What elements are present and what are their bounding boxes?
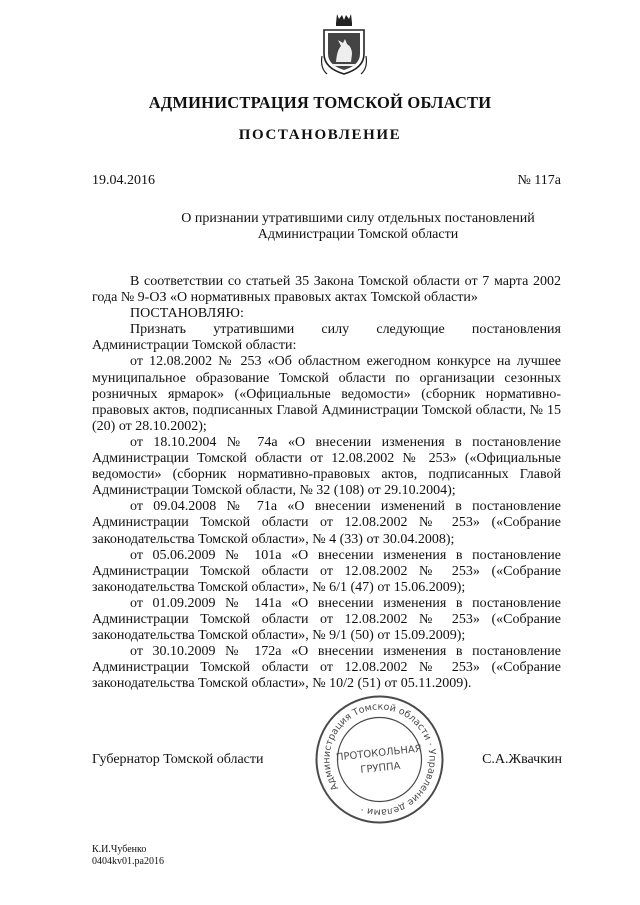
document-subject [0,211,640,243]
subject-line: Администрации Томской области [257,227,459,242]
list-item: от 12.08.2002 № 253 «Об областном ежегодном конкурсе на лучшее муниципальное образование Томской области по организации сезонных розничных ярмарок» («Официальные ведомости» (сборник нормативно-правовых актов, подписанных Главой Администрации Томской области, № 15 (20) от 28.10.2002); [92,354,561,434]
footer-info [92,844,164,868]
seal-ring-text: Администрация Томской области · Управление делами · [321,701,438,818]
document-number: № 117а [517,173,561,188]
list-item: от 05.06.2009 № 101а «О внесении изменения в постановление Администрации Томской области от 12.08.2002 № 253» («Собрание законодательства Томской области», № 6/1 (47) от 15.06.2009); [92,547,561,595]
list-item: от 30.10.2009 № 172а «О внесении изменения в постановление Администрации Томской области от 12.08.2002 № 253» («Собрание законодательства Томской области», № 10/2 (51) от 05.11.2009). [92,644,561,692]
list-item: от 01.09.2009 № 141а «О внесении изменения в постановление Администрации Томской области от 12.08.2002 № 253» («Собрание законодательства Томской области», № 9/1 (50) от 15.09.2009); [92,595,561,644]
decree-word: ПОСТАНОВЛЯЮ: [130,306,244,322]
document-date: 19.04.2016 [92,173,155,188]
official-seal-stamp [313,693,446,826]
seal-center-line: ПРОТОКОЛЬНАЯ [335,743,423,764]
list-item: от 09.04.2008 № 71а «О внесении изменений в постановление Администрации Томской области от 12.08.2002 № 253» («Собрание законодательства Томской области», № 4 (33) от 30.04.2008); [92,499,561,547]
file-reference: 0404kv01.pa2016 [92,856,164,867]
document-body [92,274,561,692]
organization-title: АДМИНИСТРАЦИЯ ТОМСКОЙ ОБЛАСТИ [148,93,492,112]
preamble-paragraph: В соответствии со статьей 35 Закона Томской области от 7 марта 2002 года № 9-ОЗ «О нормативных правовых актах Томской области» [92,274,561,306]
document-type: ПОСТАНОВЛЕНИЕ [238,127,402,143]
signatory-name: С.А.Жвачкин [482,752,562,767]
svg-text:Администрация Томской области [313,693,446,826]
intro-paragraph: Признать утратившими силу следующие постановления Администрации Томской области: [92,322,561,354]
subject-line: О признании утратившими силу отдельных постановлений [181,211,535,226]
signatory-title: Губернатор Томской области [92,752,264,767]
list-item: от 18.10.2004 № 74а «О внесении изменения в постановление Администрации Томской области от 12.08.2002 № 253» («Официальные ведомости» (сборник нормативно-правовых актов, подписанных Главой Администрации Томской области, № 32 (108) от 29.10.2004); [92,434,561,499]
seal-center-line: ГРУППА [359,760,401,777]
executor-name: К.И.Чубенко [92,844,147,855]
coat-of-arms-emblem [319,10,369,78]
